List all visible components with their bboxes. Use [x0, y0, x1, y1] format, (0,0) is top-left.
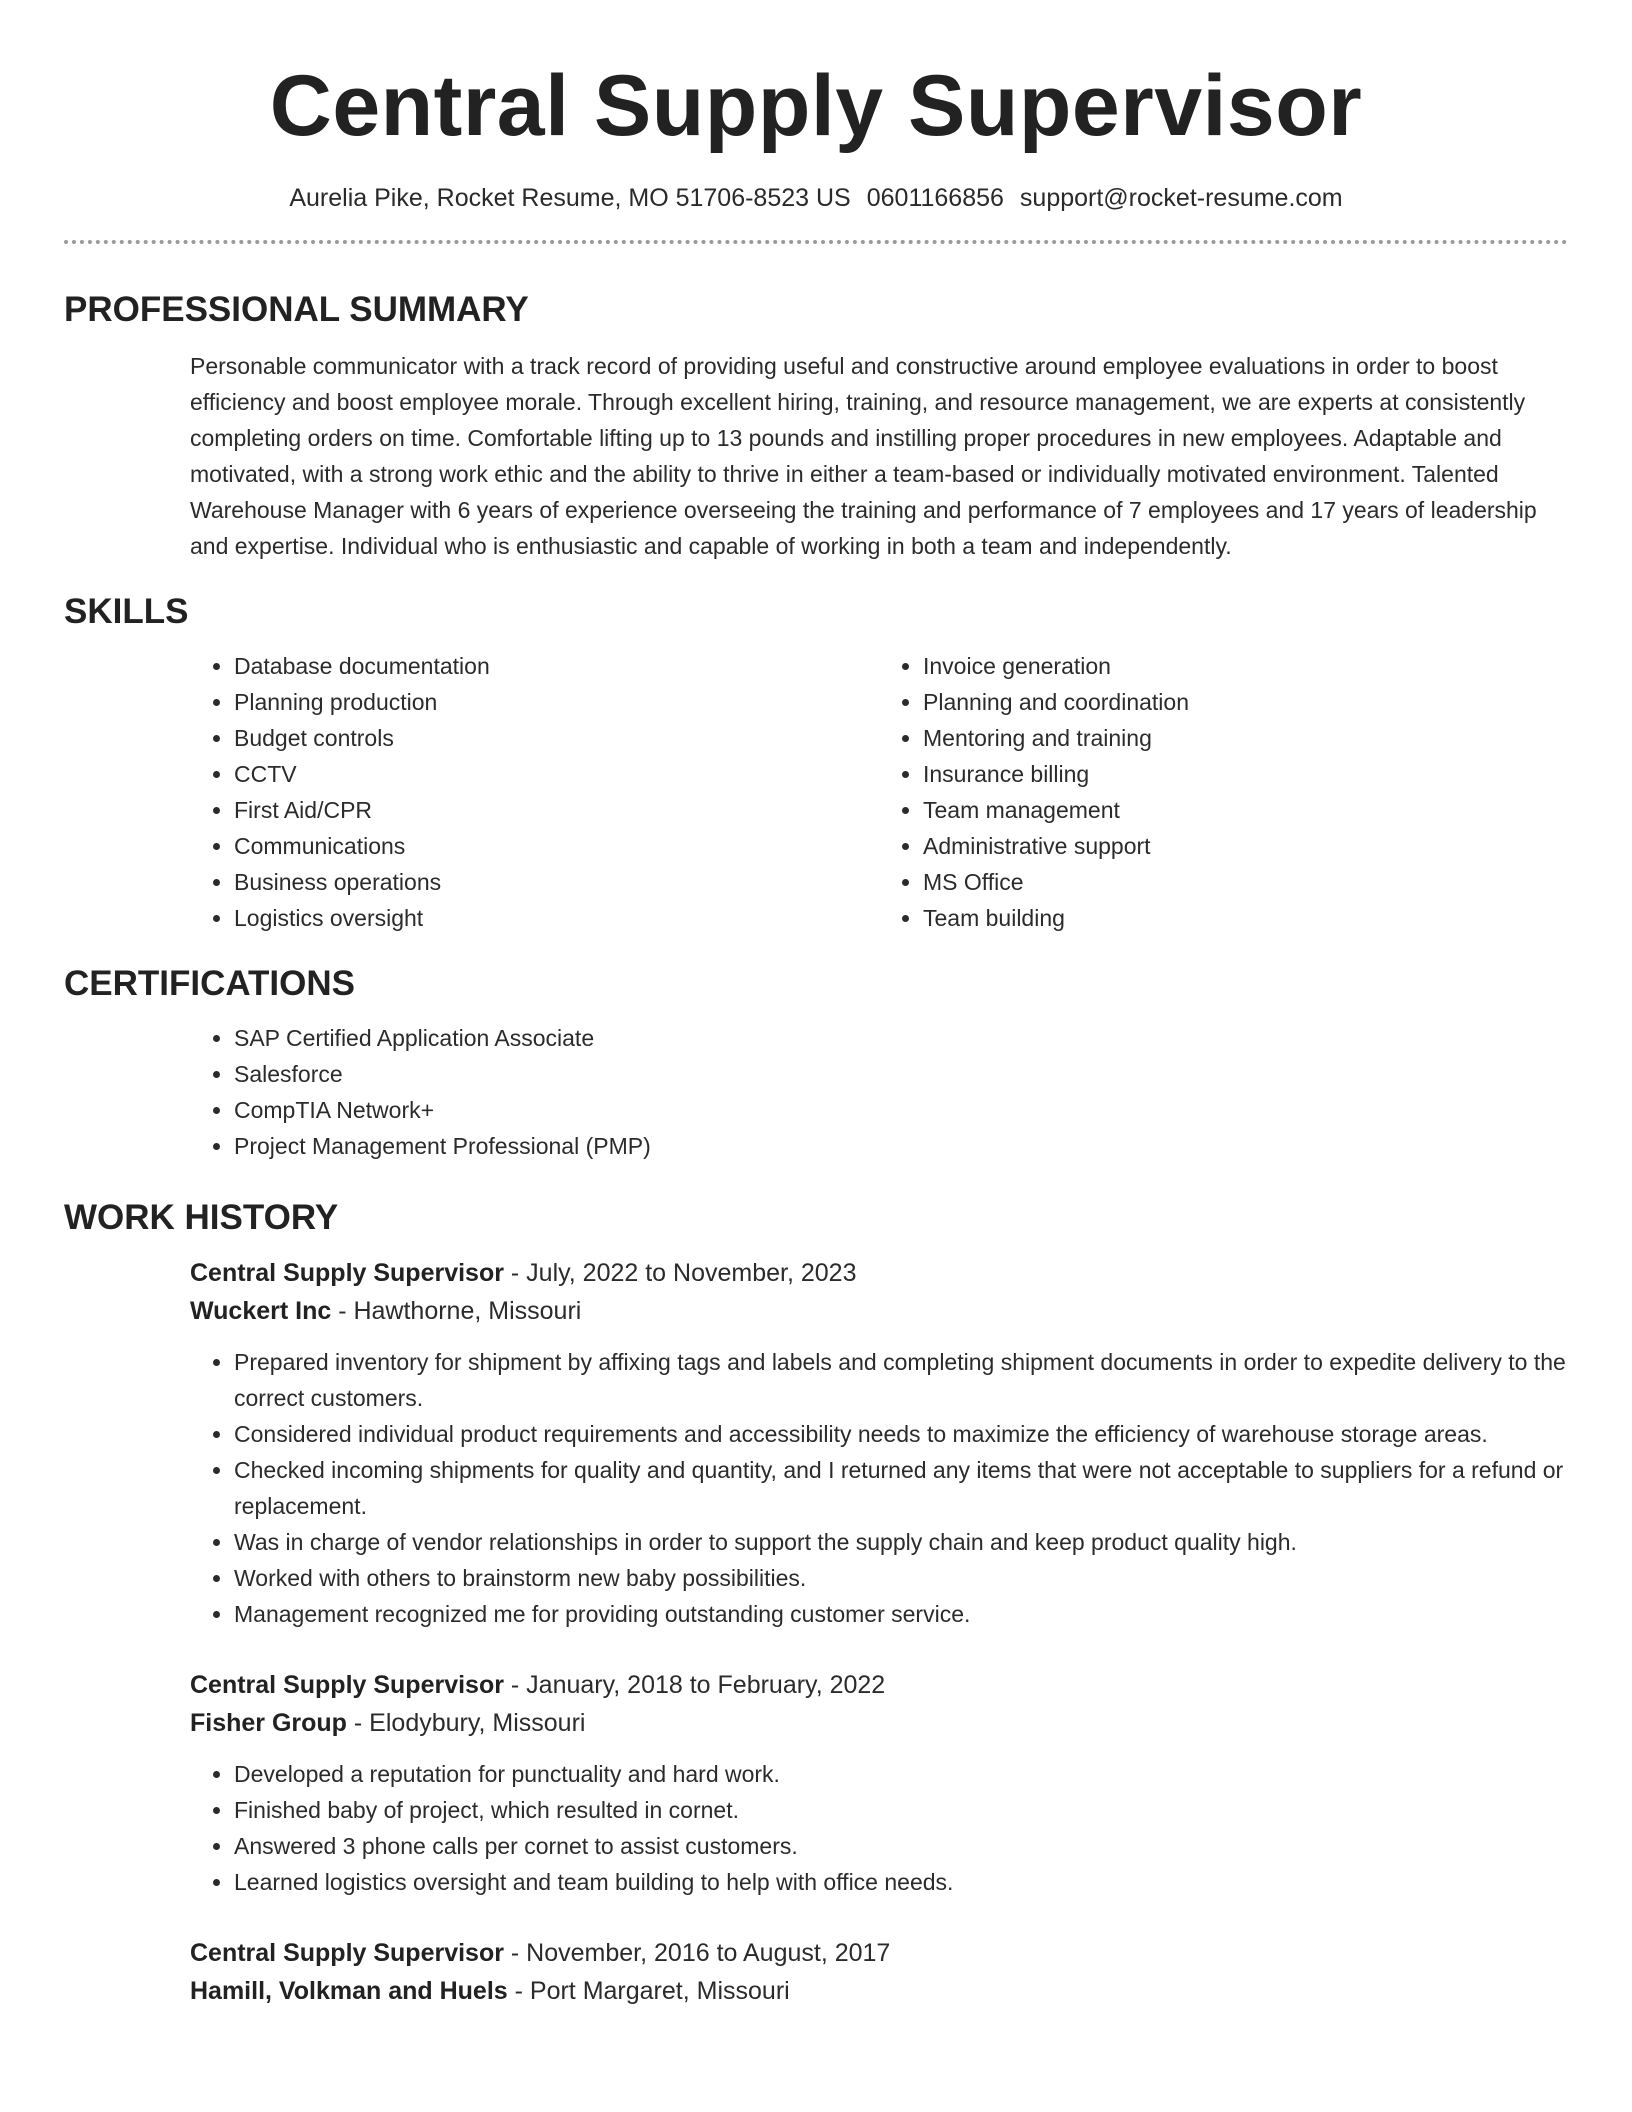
- job-company: Hamill, Volkman and Huels: [190, 1977, 508, 2005]
- certification-item: • CompTIA Network+: [234, 1092, 1568, 1128]
- job-company-line: [190, 1292, 1568, 1330]
- certification-item: • SAP Certified Application Associate: [234, 1020, 1568, 1056]
- job-dates: - January, 2018 to February, 2022: [503, 1671, 886, 1699]
- skill-item: • Budget controls: [234, 720, 879, 756]
- certification-item: • Project Management Professional (PMP): [234, 1128, 1568, 1164]
- job-bullet: • Prepared inventory for shipment by affixing tags and labels and completing shipment documents in order to expedite delivery to the correct customers.: [234, 1344, 1568, 1416]
- job-bullet: • Management recognized me for providing outstanding customer service.: [234, 1596, 1568, 1632]
- skills-heading: SKILLS: [64, 592, 189, 631]
- summary-text: Personable communicator with a track record of providing useful and constructive around employee evaluations in order to boost efficiency and boost employee morale. Through excellent hiring, training, and resource management, we are experts at consistently completing orders on time. Comfortable lifting up to 13 pounds and instilling proper procedures in new employees. Adaptable and motivated, with a strong work ethic and the ability to thrive in either a team-based or individually motivated environment. Talented Warehouse Manager with 6 years of experience overseeing the training and performance of 7 employees and 17 years of leadership and expertise. Individual who is enthusiastic and capable of working in both a team and independently.: [190, 353, 1537, 559]
- skill-item: • Mentoring and training: [923, 720, 1568, 756]
- certification-item: • Salesforce: [234, 1056, 1568, 1092]
- job-dates: - November, 2016 to August, 2017: [503, 1939, 891, 1967]
- skill-item: • Logistics oversight: [234, 900, 879, 936]
- job-company: Wuckert Inc: [190, 1297, 332, 1325]
- job-entry: [64, 1254, 1568, 1632]
- job-entry: [64, 1934, 1568, 2010]
- skills-right-column: [879, 648, 1568, 936]
- job-title-line: [190, 1934, 1568, 1972]
- job-location: - Elodybury, Missouri: [346, 1709, 586, 1737]
- job-title-line: [190, 1666, 1568, 1704]
- contact-address: Aurelia Pike, Rocket Resume, MO 51706-8523 US: [289, 184, 851, 212]
- skill-item: • Invoice generation: [923, 648, 1568, 684]
- skill-item: • Database documentation: [234, 648, 879, 684]
- skills-left-column: [190, 648, 879, 936]
- skill-item: • CCTV: [234, 756, 879, 792]
- job-bullet: • Worked with others to brainstorm new baby possibilities.: [234, 1560, 1568, 1596]
- job-company-line: [190, 1972, 1568, 2010]
- summary-heading: PROFESSIONAL SUMMARY: [64, 290, 529, 329]
- job-bullet: • Learned logistics oversight and team building to help with office needs.: [234, 1864, 1568, 1900]
- skills-list: [64, 648, 1568, 936]
- skill-item: • Team building: [923, 900, 1568, 936]
- job-location: - Hawthorne, Missouri: [331, 1297, 582, 1325]
- contact-email: support@rocket-resume.com: [1019, 184, 1343, 212]
- job-bullet: • Considered individual product requirements and accessibility needs to maximize the efficiency of warehouse storage areas.: [234, 1416, 1568, 1452]
- skill-item: • Team management: [923, 792, 1568, 828]
- skill-item: • MS Office: [923, 864, 1568, 900]
- job-location: - Port Margaret, Missouri: [507, 1977, 790, 2005]
- job-bullet: • Checked incoming shipments for quality and quantity, and I returned any items that were not acceptable to suppliers for a refund or replacement.: [234, 1452, 1568, 1524]
- contact-line: [64, 182, 1568, 214]
- job-company: Fisher Group: [190, 1709, 347, 1737]
- job-bullet: • Was in charge of vendor relationships in order to support the supply chain and keep product quality high.: [234, 1524, 1568, 1560]
- skill-item: • Insurance billing: [923, 756, 1568, 792]
- job-entry: [64, 1666, 1568, 1900]
- job-bullets: [190, 1756, 1568, 1900]
- certifications-list: [190, 1020, 1568, 1164]
- job-title: Central Supply Supervisor: [190, 1671, 504, 1699]
- job-title: Central Supply Supervisor: [190, 1259, 504, 1287]
- job-bullet: • Finished baby of project, which resulted in cornet.: [234, 1792, 1568, 1828]
- skill-item: • Communications: [234, 828, 879, 864]
- skill-item: • Administrative support: [923, 828, 1568, 864]
- job-bullets: [190, 1344, 1568, 1632]
- work-history-heading: WORK HISTORY: [64, 1198, 339, 1237]
- job-company-line: [190, 1704, 1568, 1742]
- resume-title: Central Supply Supervisor: [269, 58, 1363, 154]
- skill-item: • Business operations: [234, 864, 879, 900]
- job-bullet: • Answered 3 phone calls per cornet to assist customers.: [234, 1828, 1568, 1864]
- job-bullet: • Developed a reputation for punctuality and hard work.: [234, 1756, 1568, 1792]
- certifications-heading: CERTIFICATIONS: [64, 964, 356, 1003]
- job-dates: - July, 2022 to November, 2023: [503, 1259, 857, 1287]
- skill-item: • First Aid/CPR: [234, 792, 879, 828]
- skill-item: • Planning and coordination: [923, 684, 1568, 720]
- job-title: Central Supply Supervisor: [190, 1939, 504, 1967]
- contact-phone: 0601166856: [866, 184, 1004, 212]
- header-divider: [64, 240, 1568, 244]
- skill-item: • Planning production: [234, 684, 879, 720]
- job-title-line: [190, 1254, 1568, 1292]
